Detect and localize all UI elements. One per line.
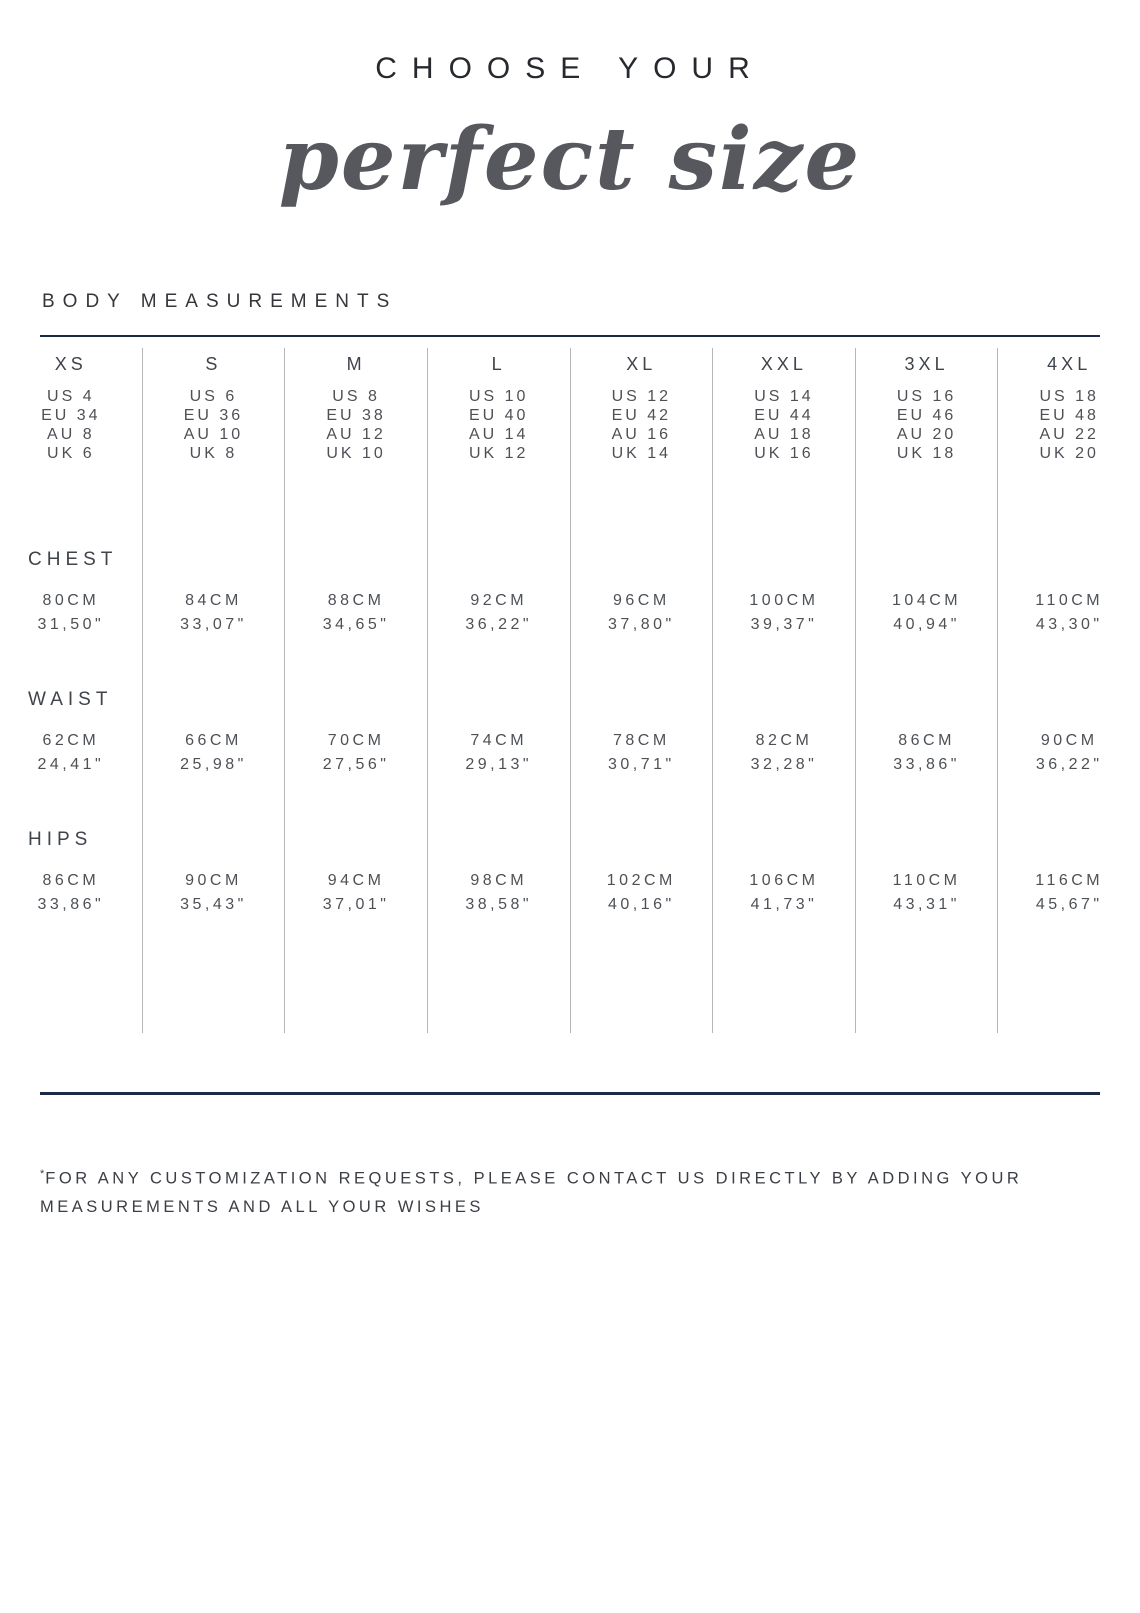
size-label: XXL — [760, 354, 807, 374]
chest-in: 34,65" — [322, 615, 390, 633]
row-label-empty — [285, 790, 427, 855]
chest-values — [571, 575, 713, 650]
chest-in: 43,30" — [1035, 615, 1103, 633]
chest-values — [143, 575, 285, 650]
conversion-eu: EU 46 — [896, 407, 957, 424]
chest-in: 40,94" — [893, 615, 960, 633]
waist-cm: 70CM — [327, 731, 385, 749]
conversion-us: US 14 — [754, 388, 814, 405]
chest-cm: 88CM — [327, 591, 385, 609]
waist-values — [285, 715, 427, 790]
waist-in: 36,22" — [1035, 755, 1103, 773]
hips-in: 38,58" — [465, 895, 533, 913]
row-label-empty — [713, 790, 855, 855]
conversion-au: AU 20 — [896, 426, 957, 443]
conversion-eu: EU 40 — [468, 407, 529, 424]
hips-cm: 90CM — [185, 871, 242, 889]
hips-values — [998, 855, 1140, 930]
waist-in: 27,56" — [322, 755, 390, 773]
size-table — [0, 348, 1140, 1033]
chest-in: 33,07" — [180, 615, 247, 633]
footnote — [40, 1160, 1085, 1221]
column-spacer — [0, 930, 142, 1033]
size-conversions — [0, 380, 142, 470]
conversion-au: AU 8 — [47, 426, 95, 443]
row-label-empty — [143, 650, 285, 715]
chest-cm: 100CM — [749, 591, 819, 609]
waist-in: 33,86" — [893, 755, 960, 773]
size-label: XS — [54, 354, 87, 374]
conversion-us: US 12 — [611, 388, 672, 405]
row-label-empty — [571, 650, 713, 715]
hips-in: 45,67" — [1035, 895, 1103, 913]
conversion-uk: UK 20 — [1039, 445, 1099, 462]
column-spacer — [285, 930, 427, 1033]
waist-values — [713, 715, 855, 790]
waist-in: 29,13" — [465, 755, 533, 773]
row-label-empty — [428, 650, 570, 715]
size-conversions — [713, 380, 855, 470]
hips-values — [428, 855, 570, 930]
chest-values — [856, 575, 998, 650]
conversion-au: AU 10 — [183, 426, 244, 443]
chest-in: 37,80" — [607, 615, 675, 633]
size-label: XL — [626, 354, 657, 374]
row-label-empty — [998, 470, 1140, 575]
hips-cm: 110CM — [892, 871, 961, 889]
conversion-us: US 8 — [332, 388, 380, 405]
row-label-empty — [571, 790, 713, 855]
conversion-au: AU 12 — [326, 426, 386, 443]
chest-cm: 80CM — [42, 591, 100, 609]
conversion-uk: UK 18 — [896, 445, 957, 462]
size-column-xl — [570, 348, 713, 1033]
row-label-empty — [856, 470, 998, 575]
column-spacer — [428, 930, 570, 1033]
footnote-asterisk: * — [40, 1168, 46, 1180]
chest-in: 36,22" — [465, 615, 533, 633]
conversion-au: AU 18 — [754, 426, 814, 443]
hips-in: 41,73" — [750, 895, 818, 913]
hips-values — [856, 855, 998, 930]
size-column-3xl — [855, 348, 998, 1033]
chest-in: 31,50" — [37, 615, 105, 633]
chest-in: 39,37" — [750, 615, 818, 633]
footnote-text: FOR ANY CUSTOMIZATION REQUESTS, PLEASE CONTACT US DIRECTLY BY ADDING YOUR MEASUREMENTS AND ALL YOUR WISHES — [40, 1169, 1023, 1216]
divider-bottom-rule — [40, 1092, 1100, 1095]
hips-cm: 106CM — [749, 871, 819, 889]
conversion-us: US 18 — [1039, 388, 1099, 405]
size-column-xs — [0, 348, 142, 1033]
hips-in: 40,16" — [607, 895, 675, 913]
waist-in: 25,98" — [180, 755, 247, 773]
chest-values — [0, 575, 142, 650]
hips-in: 33,86" — [37, 895, 105, 913]
waist-values — [0, 715, 142, 790]
waist-values — [571, 715, 713, 790]
chest-cm: 96CM — [612, 591, 670, 609]
row-label-empty — [285, 650, 427, 715]
hips-in: 35,43" — [180, 895, 247, 913]
row-label-empty — [856, 650, 998, 715]
chest-values — [713, 575, 855, 650]
size-column-l — [427, 348, 570, 1033]
row-label-empty — [428, 790, 570, 855]
size-label: M — [346, 354, 366, 374]
column-spacer — [571, 930, 713, 1033]
conversion-eu: EU 44 — [754, 407, 814, 424]
hips-values — [571, 855, 713, 930]
conversion-uk: UK 6 — [47, 445, 95, 462]
hips-values — [0, 855, 142, 930]
row-label-empty — [713, 650, 855, 715]
conversion-uk: UK 8 — [189, 445, 238, 462]
waist-values — [143, 715, 285, 790]
page-title-script: perfect size — [278, 109, 862, 210]
conversion-uk: UK 12 — [468, 445, 529, 462]
size-label: 4XL — [1047, 354, 1092, 374]
conversion-uk: UK 10 — [326, 445, 386, 462]
column-spacer — [856, 930, 998, 1033]
size-column-4xl — [997, 348, 1140, 1033]
hips-cm: 86CM — [42, 871, 100, 889]
size-label: L — [491, 354, 506, 374]
chest-values — [285, 575, 427, 650]
row-label-empty — [713, 470, 855, 575]
size-column-xxl — [712, 348, 855, 1033]
conversion-eu: EU 38 — [326, 407, 386, 424]
waist-in: 30,71" — [607, 755, 675, 773]
size-label: 3XL — [904, 354, 949, 374]
hips-cm: 98CM — [470, 871, 528, 889]
row-label-empty — [998, 650, 1140, 715]
row-label-waist: WAIST — [28, 689, 113, 710]
size-column-s — [142, 348, 285, 1033]
conversion-au: AU 16 — [611, 426, 672, 443]
hips-cm: 102CM — [606, 871, 676, 889]
hips-in: 37,01" — [322, 895, 390, 913]
row-label-hips: HIPS — [28, 829, 93, 850]
row-label-empty — [571, 470, 713, 575]
chest-cm: 110CM — [1035, 591, 1104, 609]
waist-cm: 62CM — [42, 731, 100, 749]
waist-in: 32,28" — [750, 755, 818, 773]
chest-cm: 84CM — [185, 591, 242, 609]
conversion-us: US 6 — [189, 388, 238, 405]
conversion-au: AU 14 — [468, 426, 529, 443]
divider-top-rule — [40, 335, 1100, 337]
size-conversions — [998, 380, 1140, 470]
chest-values — [428, 575, 570, 650]
waist-cm: 86CM — [898, 731, 955, 749]
size-conversions — [143, 380, 285, 470]
conversion-eu: EU 34 — [41, 407, 101, 424]
conversion-eu: EU 36 — [183, 407, 244, 424]
page-title-top: CHOOSE YOUR — [375, 52, 765, 85]
conversion-eu: EU 48 — [1039, 407, 1099, 424]
hips-cm: 116CM — [1035, 871, 1104, 889]
waist-in: 24,41" — [37, 755, 105, 773]
row-label-empty — [285, 470, 427, 575]
row-label-empty — [428, 470, 570, 575]
section-heading: BODY MEASUREMENTS — [42, 291, 398, 312]
conversion-us: US 10 — [468, 388, 529, 405]
hips-values — [143, 855, 285, 930]
waist-values — [428, 715, 570, 790]
conversion-uk: UK 14 — [611, 445, 672, 462]
waist-values — [856, 715, 998, 790]
size-label: S — [205, 354, 222, 374]
column-spacer — [713, 930, 855, 1033]
row-label-empty — [856, 790, 998, 855]
hips-cm: 94CM — [327, 871, 385, 889]
conversion-uk: UK 16 — [754, 445, 814, 462]
waist-cm: 90CM — [1040, 731, 1098, 749]
conversion-us: US 16 — [896, 388, 957, 405]
row-label-empty — [143, 790, 285, 855]
row-label-empty — [143, 470, 285, 575]
column-spacer — [998, 930, 1140, 1033]
waist-cm: 82CM — [755, 731, 813, 749]
hips-in: 43,31" — [893, 895, 960, 913]
chest-values — [998, 575, 1140, 650]
row-label-empty — [998, 790, 1140, 855]
waist-cm: 78CM — [612, 731, 670, 749]
hips-values — [713, 855, 855, 930]
size-conversions — [428, 380, 570, 470]
row-label-chest: CHEST — [28, 549, 118, 570]
chest-cm: 92CM — [470, 591, 528, 609]
size-conversions — [571, 380, 713, 470]
chest-cm: 104CM — [892, 591, 962, 609]
size-column-m — [284, 348, 427, 1033]
conversion-us: US 4 — [47, 388, 95, 405]
size-conversions — [285, 380, 427, 470]
waist-values — [998, 715, 1140, 790]
column-spacer — [143, 930, 285, 1033]
hips-values — [285, 855, 427, 930]
size-conversions — [856, 380, 998, 470]
conversion-eu: EU 42 — [611, 407, 672, 424]
waist-cm: 66CM — [185, 731, 242, 749]
conversion-au: AU 22 — [1039, 426, 1099, 443]
waist-cm: 74CM — [470, 731, 528, 749]
